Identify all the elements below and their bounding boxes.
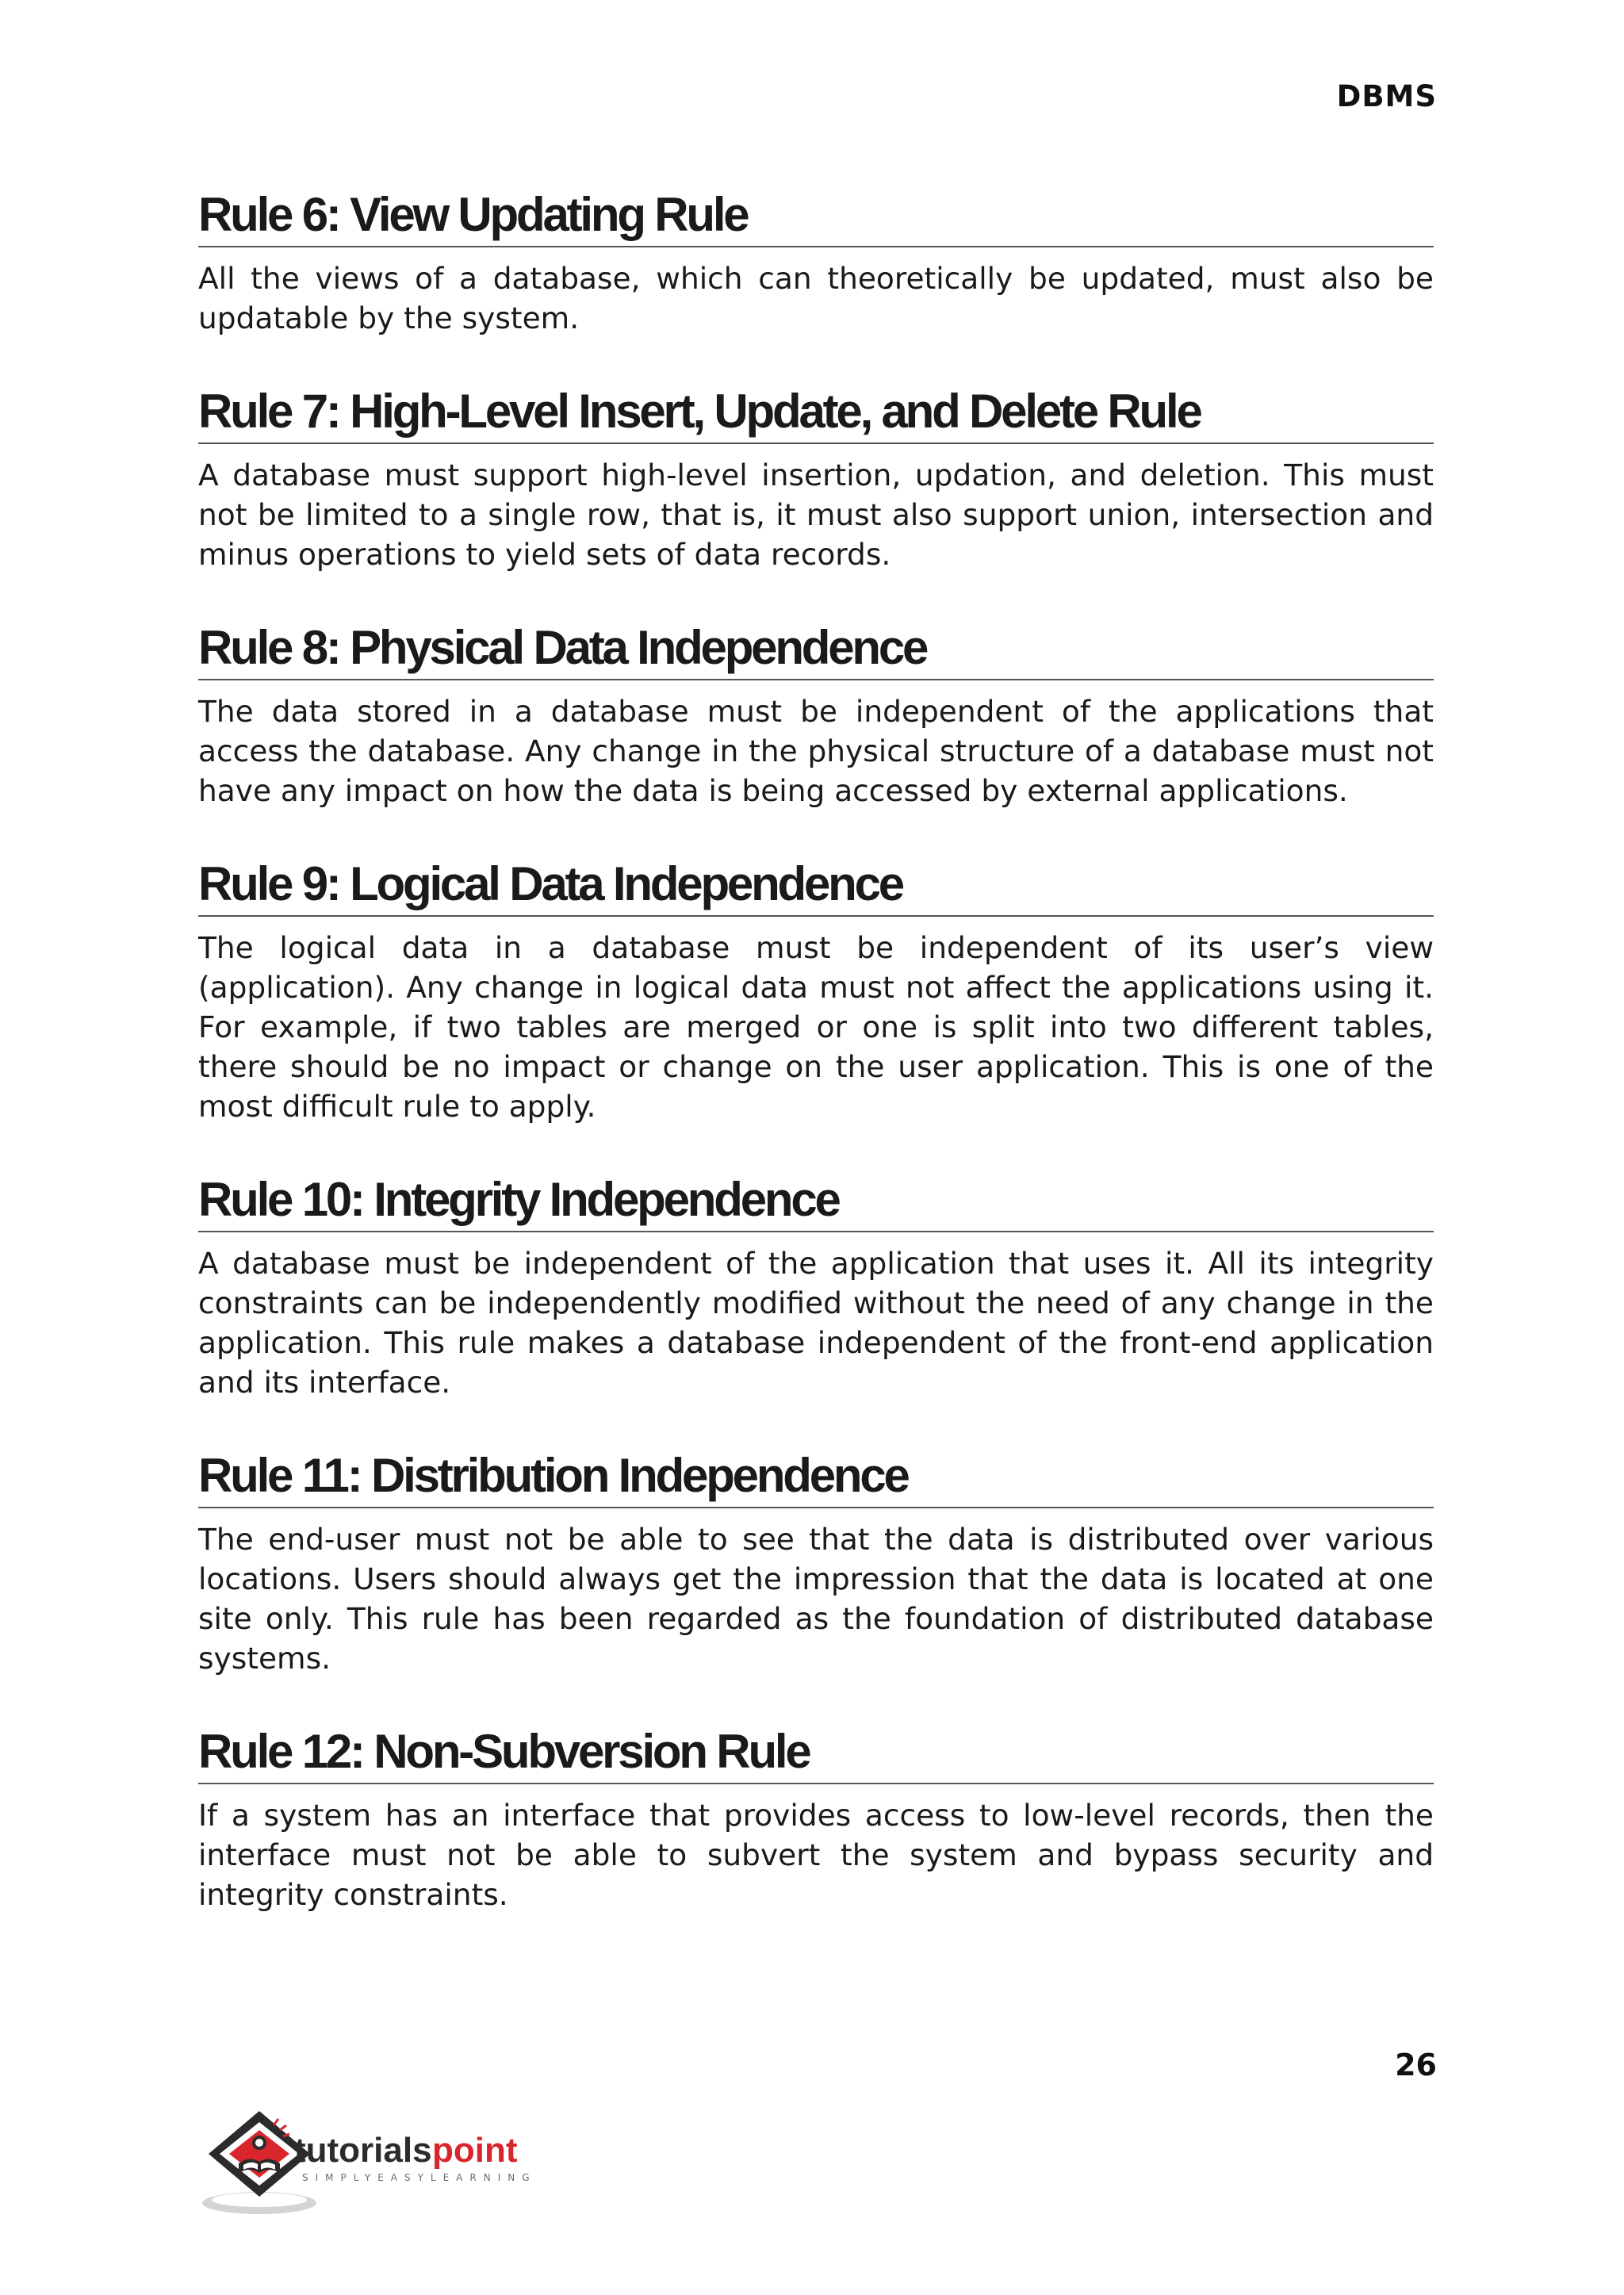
section-heading: Rule 6: View Updating Rule xyxy=(198,189,1434,247)
rule-section-12 xyxy=(198,1726,1434,1914)
section-heading: Rule 11: Distribution Independence xyxy=(198,1450,1434,1508)
section-paragraph: A database must be independent of the application that uses it. All its integrity constraints can be independently modified without the need of any change in the application. This rule makes a database independent of the front-end application and its interface. xyxy=(198,1246,1434,1400)
section-paragraph: A database must support high-level insertion, updation, and deletion. This must not be limited to a single row, that is, it must also support union, intersection and minus operations to yield sets of data records. xyxy=(198,458,1434,572)
logo-wordmark-main: tutorials xyxy=(294,2131,432,2170)
logo-tagline: SIMPLYEASYLEARNING xyxy=(302,2172,537,2183)
rule-section-10 xyxy=(198,1174,1434,1402)
page-number: 26 xyxy=(1395,2048,1437,2082)
rule-section-9 xyxy=(198,858,1434,1126)
rule-section-6 xyxy=(198,189,1434,338)
rule-section-7 xyxy=(198,385,1434,574)
section-paragraph: If a system has an interface that provides access to low-level records, then the interface must not be able to subvert the system and bypass security and integrity constraints. xyxy=(198,1798,1434,1912)
logo-wordmark-accent: point xyxy=(432,2131,518,2170)
section-heading: Rule 9: Logical Data Independence xyxy=(198,858,1434,917)
section-paragraph: The data stored in a database must be independent of the applications that access the database. Any change in the physical structure of a database must not have any impact on how the data is being accessed by external applications. xyxy=(198,694,1434,808)
section-heading: Rule 12: Non-Subversion Rule xyxy=(198,1726,1434,1784)
rule-section-8 xyxy=(198,622,1434,810)
section-heading: Rule 8: Physical Data Independence xyxy=(198,622,1434,680)
section-paragraph: The logical data in a database must be independent of its user’s view (application). Any change in logical data must not affect the applications using it. For example, if two tables are merged or one is split into two different tables, there should be no impact or change on the user application. This is one of the most difficult rule to apply. xyxy=(198,930,1434,1124)
section-heading: Rule 10: Integrity Independence xyxy=(198,1174,1434,1232)
section-paragraph: The end-user must not be able to see that the data is distributed over various locations. Users should always get the impression that the data is located at one site only. This rule has been regarded as the foundation of distributed database systems. xyxy=(198,1522,1434,1676)
running-header: DBMS xyxy=(1336,79,1437,113)
document-body xyxy=(198,189,1434,1962)
section-paragraph: All the views of a database, which can theoretically be updated, must also be updatable by the system. xyxy=(198,261,1434,335)
tutorialspoint-logo xyxy=(194,2102,575,2220)
rule-section-11 xyxy=(198,1450,1434,1678)
section-heading: Rule 7: High-Level Insert, Update, and Delete Rule xyxy=(198,385,1434,444)
